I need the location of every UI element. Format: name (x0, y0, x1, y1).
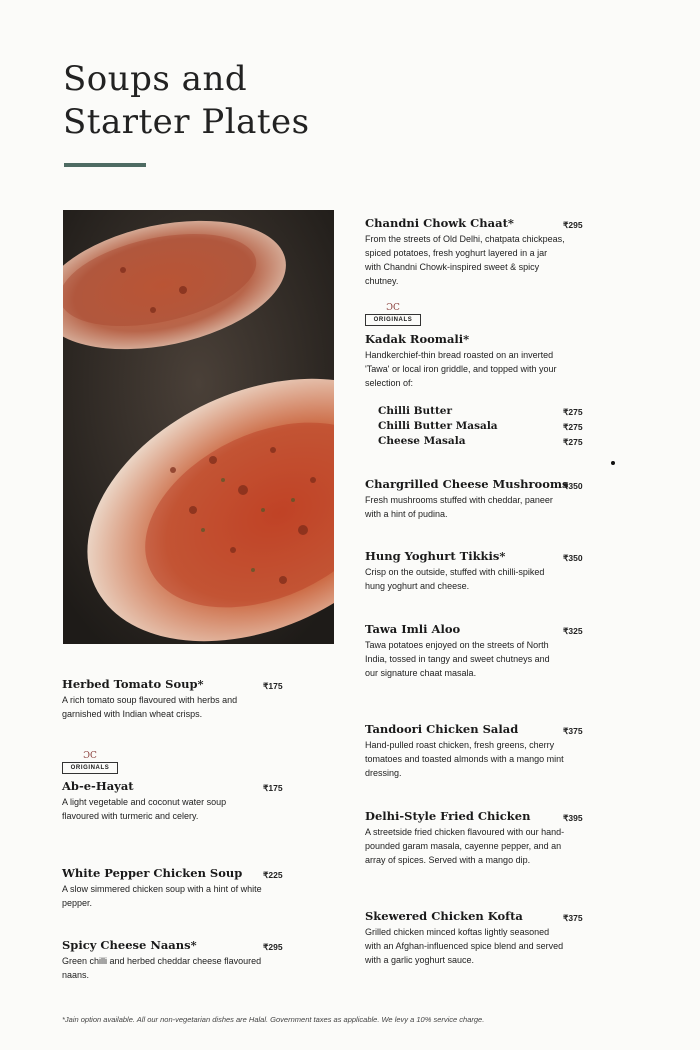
item-description: A slow simmered chicken soup with a hint of white pepper. (62, 884, 262, 908)
page-title (63, 58, 310, 144)
item-price: ₹175 (263, 681, 283, 691)
item-description: Green chilli and herbed cheddar cheese flavoured naans. (62, 956, 262, 980)
roomali-option-price: ₹275 (563, 407, 583, 417)
originals-label: ORIGINALS (365, 314, 421, 326)
item-name: Chandni Chowk Chaat* (365, 216, 514, 230)
menu-item-tawa-imli-aloo (365, 622, 565, 680)
item-name: Skewered Chicken Kofta (365, 909, 523, 923)
item-price: ₹375 (563, 913, 583, 923)
item-price: ₹295 (563, 220, 583, 230)
menu-item-ab-e-hayat (62, 779, 262, 823)
item-name: Chargrilled Cheese Mushrooms (365, 477, 569, 491)
item-price: ₹375 (563, 726, 583, 736)
menu-item-delhi-style-fried-chicken (365, 809, 565, 867)
menu-item-hung-yoghurt-tikkis (365, 549, 565, 593)
item-name: Ab-e-Hayat (62, 779, 134, 793)
item-name: Kadak Roomali* (365, 332, 470, 346)
roomali-option-price: ₹275 (563, 422, 583, 432)
page-title-line-2: Starter Plates (63, 102, 310, 142)
roomali-option-price: ₹275 (563, 437, 583, 447)
item-name: Herbed Tomato Soup* (62, 677, 204, 691)
originals-label: ORIGINALS (62, 762, 118, 774)
originals-logo-icon: ƆC (386, 303, 400, 313)
menu-item-tandoori-chicken-salad (365, 722, 565, 780)
item-description: Handkerchief-thin bread roasted on an inverted 'Tawa' or local iron griddle, and topped with your selection of: (365, 350, 557, 388)
item-name: Tandoori Chicken Salad (365, 722, 519, 736)
item-price: ₹325 (563, 626, 583, 636)
item-description: Grilled chicken minced koftas lightly seasoned with an Afghan-influenced spice blend and served with a garlic yoghurt sauce. (365, 927, 564, 965)
item-name: Hung Yoghurt Tikkis* (365, 549, 506, 563)
item-price: ₹395 (563, 813, 583, 823)
item-description: Fresh mushrooms stuffed with cheddar, paneer with a hint of pudina. (365, 495, 553, 519)
menu-item-chandni-chowk-chaat (365, 216, 565, 288)
item-price: ₹350 (563, 553, 583, 563)
item-description: Tawa potatoes enjoyed on the streets of North India, tossed in tangy and sweet chutneys and our signature chaat masala. (365, 640, 550, 678)
menu-item-white-pepper-chicken-soup (62, 866, 262, 910)
roomali-option-name: Chilli Butter (378, 405, 453, 417)
food-photo (63, 210, 334, 644)
item-name: Delhi-Style Fried Chicken (365, 809, 531, 823)
roomali-option-name: Cheese Masala (378, 435, 466, 447)
menu-item-herbed-tomato-soup (62, 677, 262, 721)
item-description: Crisp on the outside, stuffed with chilli-spiked hung yoghurt and cheese. (365, 567, 545, 591)
page-title-line-1: Soups and (63, 59, 248, 99)
item-description: From the streets of Old Delhi, chatpata chickpeas, spiced potatoes, fresh yoghurt layered in a jar with Chandni Chowk-inspired sweet & spicy chutney. (365, 234, 565, 286)
footer-note: *Jain option available. All our non-vegetarian dishes are Halal. Government taxes as applicable. We levy a 10% service charge. (62, 1015, 485, 1024)
item-name: White Pepper Chicken Soup (62, 866, 243, 880)
item-description: A light vegetable and coconut water soup flavoured with turmeric and celery. (62, 797, 227, 821)
menu-item-kadak-roomali (365, 332, 565, 390)
item-name: Tawa Imli Aloo (365, 622, 461, 636)
item-price: ₹350 (563, 481, 583, 491)
menu-item-spicy-cheese-naans (62, 938, 262, 982)
item-name: Spicy Cheese Naans* (62, 938, 197, 952)
roomali-option-name: Chilli Butter Masala (378, 420, 498, 432)
item-price: ₹225 (263, 870, 283, 880)
item-price: ₹295 (263, 942, 283, 952)
menu-item-skewered-chicken-kofta (365, 909, 565, 967)
item-description: Hand-pulled roast chicken, fresh greens, cherry tomatoes and toasted almonds with a mango mint dressing. (365, 740, 564, 778)
title-underline (64, 163, 146, 167)
originals-logo-icon: ƆC (83, 751, 97, 761)
item-description: A streetside fried chicken flavoured with our hand-pounded garam masala, cayenne pepper, and an array of spices. Served with a mango dip. (365, 827, 565, 865)
stray-mark (611, 461, 615, 465)
originals-badge (62, 752, 118, 774)
item-description: A rich tomato soup flavoured with herbs and garnished with Indian wheat crisps. (62, 695, 238, 719)
item-price: ₹175 (263, 783, 283, 793)
originals-badge (365, 304, 421, 326)
menu-item-chargrilled-cheese-mushrooms (365, 477, 569, 521)
